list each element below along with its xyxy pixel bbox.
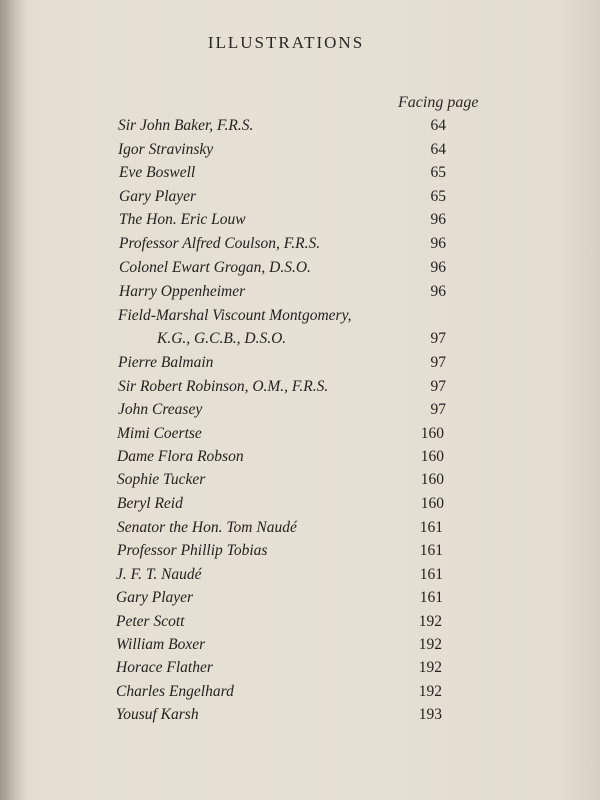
list-item: [0, 542, 600, 566]
list-item: [0, 659, 600, 683]
illustration-name: J. F. T. Naudé: [116, 566, 202, 583]
illustration-name: Pierre Balmain: [118, 354, 214, 371]
illustration-name: Professor Alfred Coulson, F.R.S.: [119, 235, 321, 252]
list-item: [0, 448, 600, 472]
illustration-name: Mimi Coertse: [117, 425, 202, 442]
illustration-name: Sophie Tucker: [117, 471, 206, 488]
illustration-name: William Boxer: [116, 636, 206, 653]
list-item: [0, 425, 600, 449]
facing-page-number: 193: [418, 706, 442, 723]
facing-page-number: 192: [418, 659, 442, 676]
illustration-name: Dame Flora Robson: [117, 448, 244, 465]
illustration-name: Colonel Ewart Grogan, D.S.O.: [119, 259, 311, 276]
illustration-name: Harry Oppenheimer: [119, 283, 246, 300]
list-item: [0, 235, 600, 259]
facing-page-number: 97: [430, 378, 446, 395]
list-item: [0, 613, 600, 637]
facing-page-number: 160: [420, 448, 444, 465]
list-item: [0, 307, 600, 331]
facing-page-number: 161: [419, 542, 443, 559]
facing-page-number: 65: [430, 164, 446, 181]
facing-page-number: 96: [430, 211, 446, 228]
list-item: [0, 354, 600, 378]
list-item: [0, 378, 600, 402]
illustration-name: Igor Stravinsky: [118, 141, 214, 158]
list-item: [0, 330, 600, 354]
list-item: [0, 141, 600, 165]
list-item: [0, 566, 600, 590]
list-item: [0, 519, 600, 543]
list-item: [0, 164, 600, 188]
facing-page-number: 160: [420, 425, 444, 442]
list-item: [0, 683, 600, 707]
facing-page-number: 97: [430, 330, 446, 347]
facing-page-number: 161: [419, 519, 443, 536]
illustration-name: Charles Engelhard: [116, 683, 234, 700]
facing-page-number: 192: [418, 613, 442, 630]
facing-page-number: 160: [420, 495, 444, 512]
facing-page-header: Facing page: [398, 94, 479, 111]
illustration-name: Sir Robert Robinson, O.M., F.R.S.: [118, 378, 329, 395]
list-item: [0, 471, 600, 495]
illustration-name: Horace Flather: [116, 659, 213, 676]
list-item: [0, 706, 600, 730]
facing-page-number: 192: [418, 636, 442, 653]
facing-page-number: 97: [430, 401, 446, 418]
facing-page-number: 161: [419, 566, 443, 583]
list-item: [0, 188, 600, 212]
illustration-name: Field-Marshal Viscount Montgomery,: [118, 307, 352, 324]
list-item: [0, 283, 600, 307]
illustration-name: Eve Boswell: [119, 164, 196, 181]
illustration-name: K.G., G.C.B., D.S.O.: [157, 330, 287, 347]
facing-page-number: 192: [418, 683, 442, 700]
illustration-name: John Creasey: [118, 401, 203, 418]
illustration-name: Gary Player: [119, 188, 197, 205]
list-item: [0, 401, 600, 425]
illustration-name: Yousuf Karsh: [116, 706, 199, 723]
list-item: [0, 259, 600, 283]
list-item: [0, 636, 600, 660]
illustration-name: Beryl Reid: [117, 495, 183, 512]
illustration-name: Professor Phillip Tobias: [117, 542, 268, 559]
illustration-name: The Hon. Eric Louw: [119, 211, 246, 228]
list-item: [0, 211, 600, 235]
facing-page-number: 96: [430, 235, 446, 252]
facing-page-number: 161: [419, 589, 443, 606]
facing-page-number: 160: [420, 471, 444, 488]
facing-page-number: 97: [430, 354, 446, 371]
page-title: ILLUSTRATIONS: [207, 33, 365, 52]
illustration-name: Peter Scott: [116, 613, 185, 630]
facing-page-number: 64: [430, 117, 446, 134]
illustration-name: Gary Player: [116, 589, 194, 606]
list-item: [0, 117, 600, 141]
list-item: [0, 495, 600, 519]
list-item: [0, 589, 600, 613]
facing-page-number: 96: [430, 283, 446, 300]
illustration-name: Senator the Hon. Tom Naudé: [117, 519, 297, 536]
facing-page-number: 64: [430, 141, 446, 158]
facing-page-number: 96: [430, 259, 446, 276]
illustration-name: Sir John Baker, F.R.S.: [118, 117, 254, 134]
facing-page-number: 65: [430, 188, 446, 205]
